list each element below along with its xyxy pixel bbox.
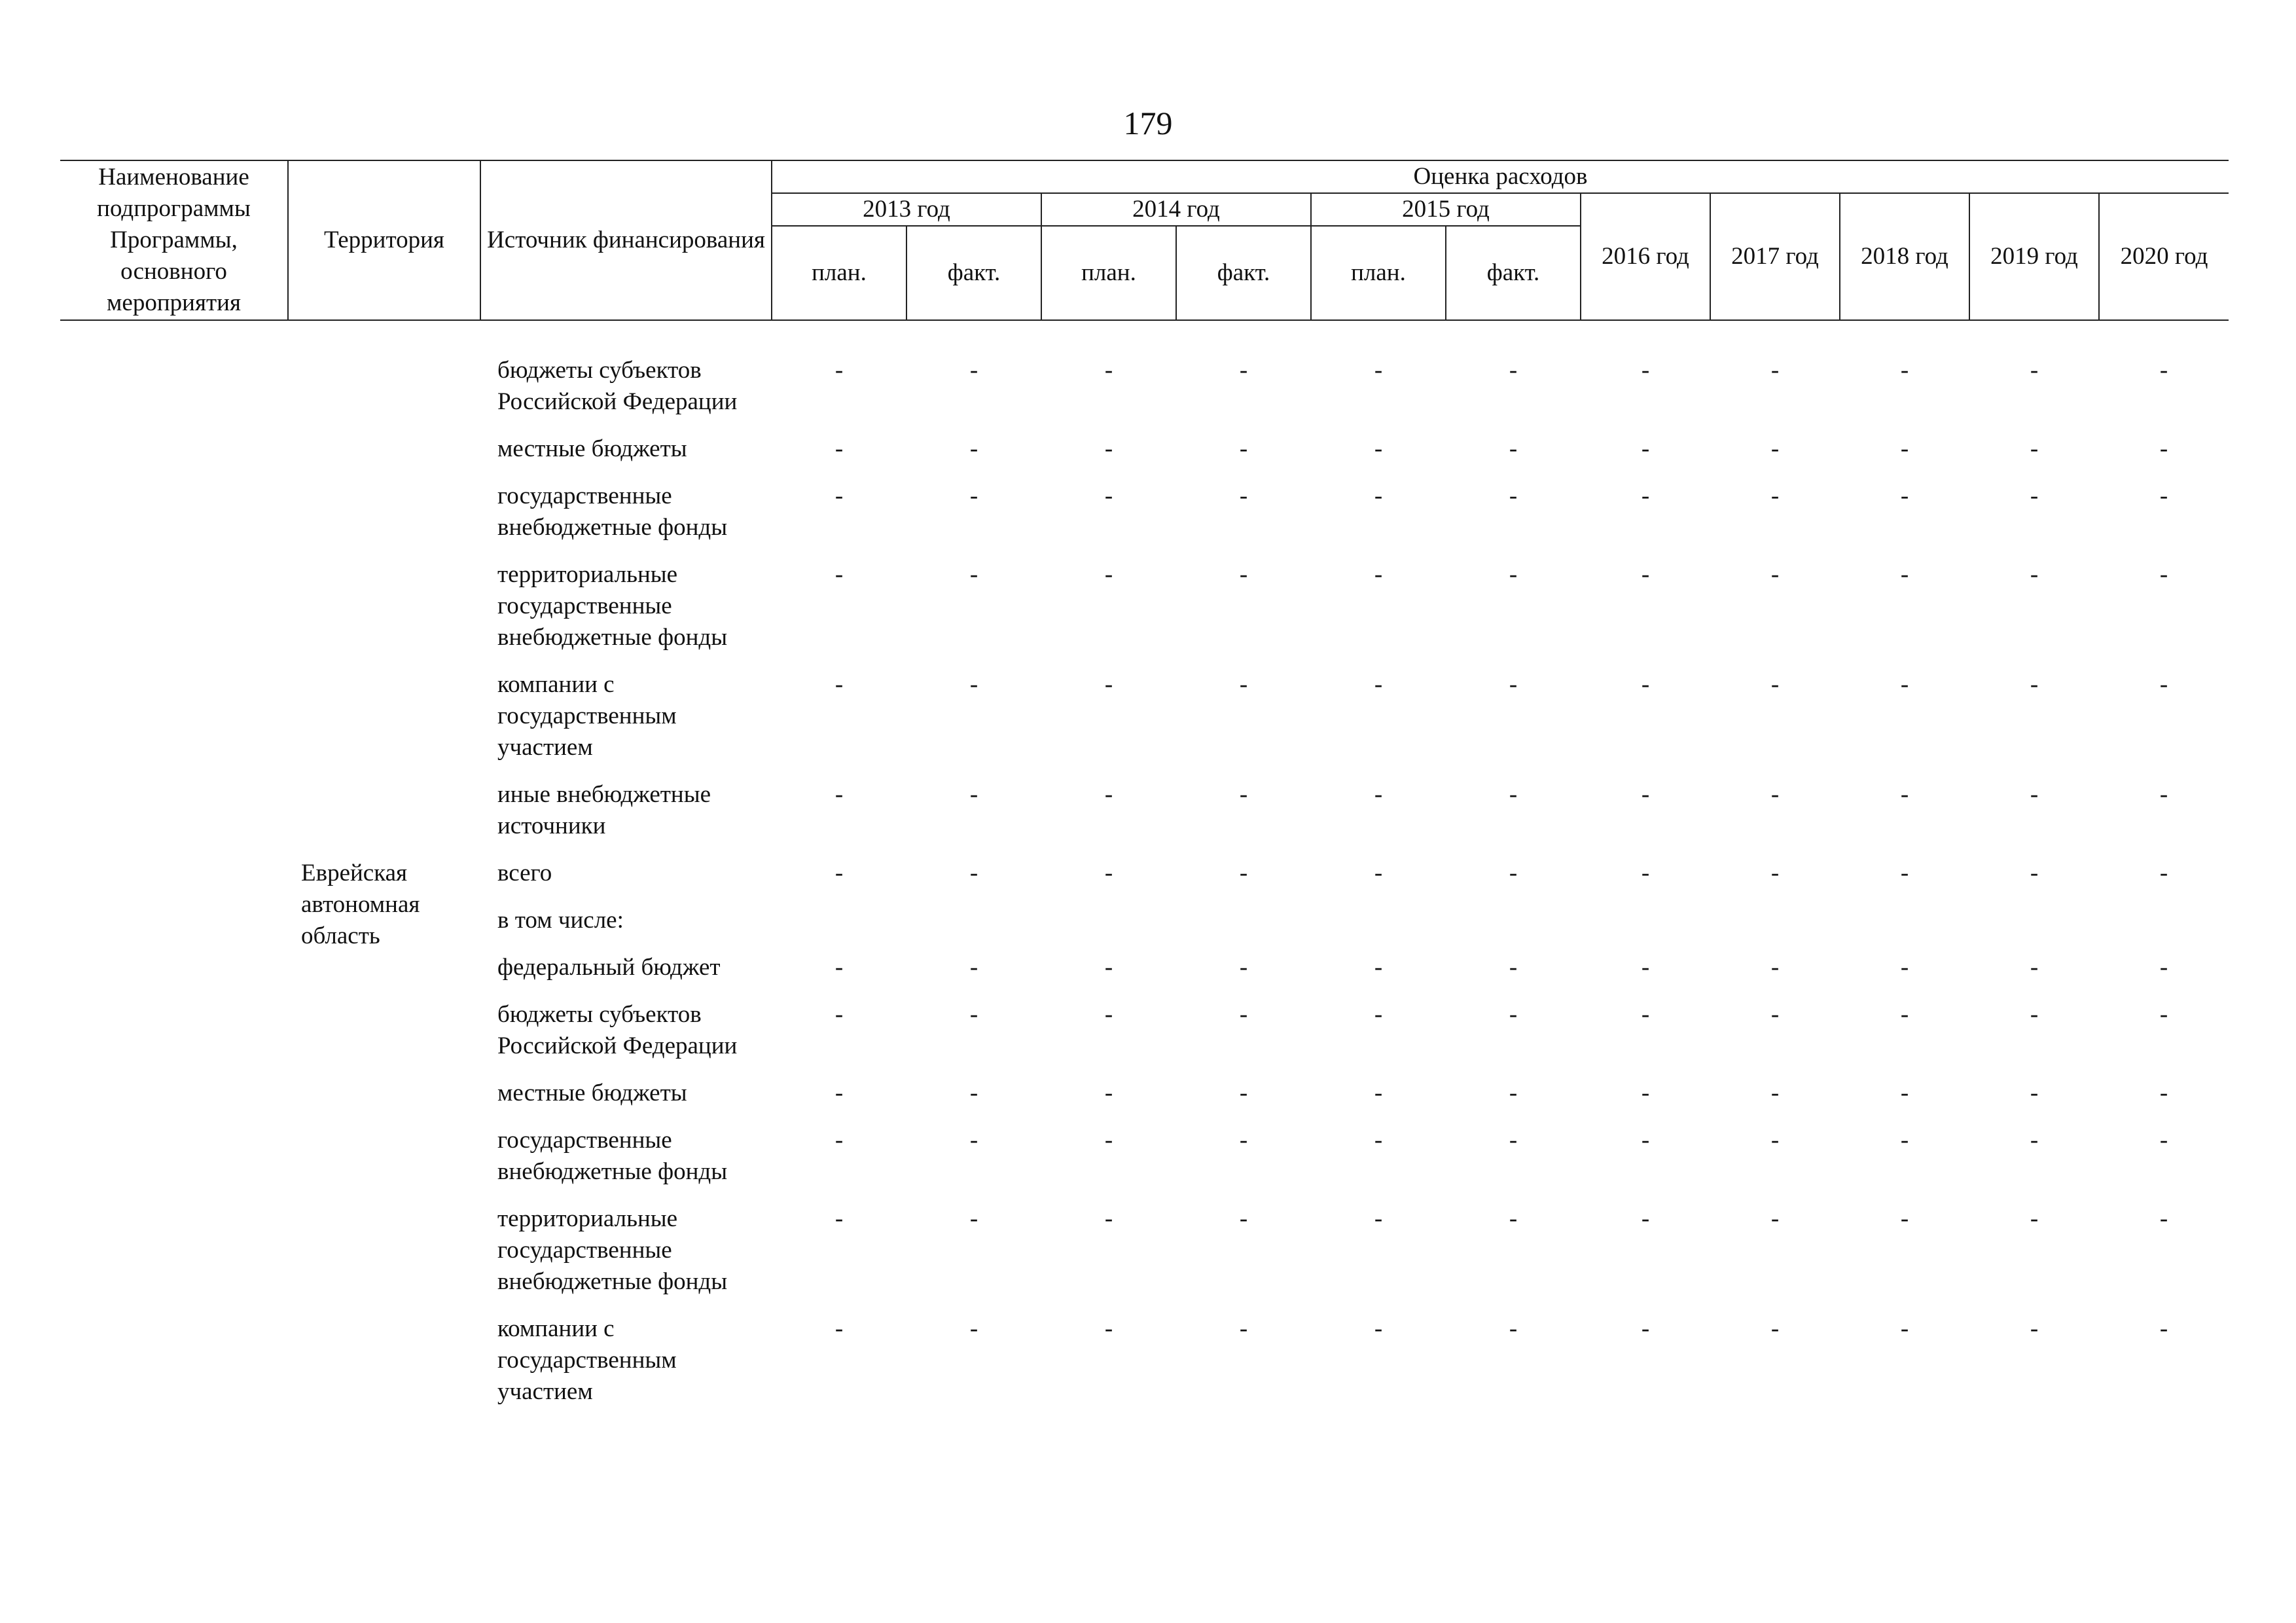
value-cell: - [969,860,978,886]
value-cell: - [1509,954,1518,981]
value-cell: - [1509,1001,1518,1028]
value-cell: - [969,1001,978,1028]
value-cell: - [1900,1080,1909,1106]
value-cell: - [1374,1127,1383,1154]
value-cell: - [1641,561,1650,588]
value-cell: - [969,435,978,462]
value-cell: - [1641,671,1650,698]
program-name-cell [60,952,288,999]
header-territory: Территория [288,160,480,320]
territory-cell [288,433,480,481]
value-cell: - [1104,561,1113,588]
value-cell: - [1770,1001,1780,1028]
value-cell: - [1770,1080,1780,1106]
value-cell: - [1374,671,1383,698]
value-cell: - [1641,1205,1650,1232]
value-cell: - [2159,1205,2168,1232]
value-cell: - [1509,1205,1518,1232]
value-cell: - [1900,1205,1909,1232]
value-cell: - [1900,1001,1909,1028]
value-cell: - [1239,561,1248,588]
table-row [60,481,2229,559]
budget-table [60,160,2229,1423]
value-cell: - [1509,671,1518,698]
value-cell: - [1374,483,1383,509]
value-cell: - [1509,1080,1518,1106]
value-cell: - [1239,860,1248,886]
table-row [60,669,2229,779]
value-cell: - [1239,483,1248,509]
value-cell: - [2030,671,2039,698]
value-cell [772,905,906,952]
value-cell: - [2030,954,2039,981]
value-cell: - [1509,860,1518,886]
value-cell: - [1104,860,1113,886]
value-cell: - [1239,671,1248,698]
value-cell: - [1239,1080,1248,1106]
funding-source-cell: территориальные государственные внебюджетные фонды [497,1205,728,1295]
header-year-2016: 2016 год [1581,193,1710,320]
value-cell: - [969,357,978,384]
value-cell: - [1239,1001,1248,1028]
program-name-cell [60,779,288,858]
funding-source-cell: местные бюджеты [497,1080,687,1106]
value-cell: - [1770,1205,1780,1232]
value-cell: - [1770,483,1780,509]
header-fact-2013: факт. [906,226,1041,320]
value-cell: - [1104,954,1113,981]
header-year-2020: 2020 год [2099,193,2229,320]
table-row [60,433,2229,481]
funding-source-cell: местные бюджеты [497,435,687,462]
program-name-cell [60,481,288,559]
value-cell: - [2030,1315,2039,1342]
header-program-name: Наименование подпрограммы Программы, основного мероприятия [60,160,288,320]
value-cell: - [1239,1127,1248,1154]
value-cell: - [1641,1001,1650,1028]
value-cell: - [1104,1080,1113,1106]
value-cell: - [834,1127,844,1154]
value-cell: - [1104,671,1113,698]
funding-source-cell: бюджеты субъектов Российской Федерации [497,1001,738,1059]
value-cell: - [2030,357,2039,384]
header-expense-estimate: Оценка расходов [772,160,2229,193]
value-cell: - [1770,860,1780,886]
value-cell: - [2159,1001,2168,1028]
value-cell: - [969,671,978,698]
value-cell [1041,905,1176,952]
table-body [60,320,2229,1423]
value-cell: - [1104,1205,1113,1232]
value-cell [1311,905,1446,952]
territory-cell: Еврейская автономная область [301,860,420,949]
header-year-2017: 2017 год [1710,193,1840,320]
value-cell: - [2159,1127,2168,1154]
funding-source-cell: компании с государственным участием [497,671,677,761]
value-cell: - [1374,860,1383,886]
value-cell: - [1374,1205,1383,1232]
value-cell: - [1239,954,1248,981]
value-cell: - [1900,561,1909,588]
header-plan-2015: план. [1311,226,1446,320]
territory-cell [288,669,480,779]
value-cell [1840,905,1969,952]
value-cell: - [1509,1127,1518,1154]
value-cell: - [2030,1080,2039,1106]
value-cell: - [2159,483,2168,509]
value-cell: - [834,1205,844,1232]
value-cell: - [969,1315,978,1342]
header-year-2018: 2018 год [1840,193,1969,320]
funding-source-cell: иные внебюджетные источники [497,781,711,839]
value-cell: - [1770,954,1780,981]
value-cell: - [1374,357,1383,384]
value-cell: - [1641,1315,1650,1342]
value-cell: - [1374,1315,1383,1342]
value-cell: - [1641,860,1650,886]
table-row [60,559,2229,669]
header-fact-2014: факт. [1176,226,1311,320]
value-cell: - [1374,781,1383,808]
value-cell: - [1900,781,1909,808]
table-header [60,160,2229,320]
program-name-cell [60,669,288,779]
header-year-2015: 2015 год [1311,193,1581,226]
header-year-2019: 2019 год [1969,193,2099,320]
value-cell: - [1104,483,1113,509]
value-cell: - [1374,561,1383,588]
territory-cell [288,779,480,858]
value-cell: - [1239,1315,1248,1342]
value-cell: - [2159,1315,2168,1342]
value-cell: - [2159,671,2168,698]
value-cell: - [1770,781,1780,808]
value-cell: - [2159,435,2168,462]
value-cell: - [2159,781,2168,808]
program-name-cell [60,1203,288,1313]
territory-cell [288,481,480,559]
value-cell: - [1770,1315,1780,1342]
value-cell: - [834,781,844,808]
value-cell: - [969,1205,978,1232]
value-cell: - [2030,781,2039,808]
value-cell: - [1900,860,1909,886]
value-cell: - [2159,1080,2168,1106]
program-name-cell [60,1313,288,1423]
value-cell: - [2030,435,2039,462]
value-cell: - [2159,954,2168,981]
value-cell: - [834,1315,844,1342]
value-cell: - [2030,1127,2039,1154]
value-cell: - [1900,483,1909,509]
value-cell: - [834,357,844,384]
page-number: 179 [1123,105,1173,141]
value-cell: - [834,435,844,462]
value-cell: - [1104,781,1113,808]
value-cell: - [1770,357,1780,384]
value-cell: - [1239,357,1248,384]
value-cell: - [2030,860,2039,886]
table-row [60,779,2229,858]
value-cell: - [2030,1205,2039,1232]
value-cell [1581,905,1710,952]
table-row [60,858,2229,905]
value-cell: - [1641,954,1650,981]
value-cell: - [1374,1080,1383,1106]
program-name-cell [60,433,288,481]
value-cell: - [1104,357,1113,384]
value-cell: - [1104,1001,1113,1028]
header-year-2013: 2013 год [772,193,1041,226]
header-year-2014: 2014 год [1041,193,1311,226]
value-cell: - [834,483,844,509]
funding-source-cell: территориальные государственные внебюджетные фонды [497,561,728,651]
program-name-cell [60,905,288,952]
value-cell: - [834,561,844,588]
value-cell: - [1104,1127,1113,1154]
value-cell: - [1509,781,1518,808]
value-cell: - [2159,357,2168,384]
value-cell [2099,905,2229,952]
funding-source-cell: в том числе: [497,907,624,934]
value-cell: - [2030,1001,2039,1028]
value-cell: - [1641,483,1650,509]
value-cell: - [1641,1080,1650,1106]
value-cell: - [1374,954,1383,981]
value-cell: - [1770,561,1780,588]
value-cell: - [1641,435,1650,462]
value-cell: - [834,1080,844,1106]
value-cell: - [1770,1127,1780,1154]
value-cell: - [834,860,844,886]
territory-cell [288,559,480,669]
program-name-cell [60,355,288,433]
program-name-cell [60,1125,288,1203]
program-name-cell [60,1078,288,1125]
value-cell [1176,905,1311,952]
value-cell: - [1239,435,1248,462]
value-cell: - [2159,860,2168,886]
value-cell: - [2030,561,2039,588]
table-row [60,355,2229,433]
value-cell: - [1641,781,1650,808]
value-cell: - [834,954,844,981]
value-cell: - [1374,435,1383,462]
value-cell: - [1900,357,1909,384]
value-cell: - [1900,954,1909,981]
value-cell: - [969,1127,978,1154]
value-cell: - [1374,1001,1383,1028]
header-fact-2015: факт. [1446,226,1581,320]
value-cell: - [1104,1315,1113,1342]
value-cell [906,905,1041,952]
value-cell: - [1900,435,1909,462]
header-plan-2014: план. [1041,226,1176,320]
value-cell: - [1641,357,1650,384]
value-cell: - [1900,1127,1909,1154]
value-cell: - [1509,561,1518,588]
value-cell: - [1509,435,1518,462]
value-cell: - [1770,671,1780,698]
value-cell: - [2030,483,2039,509]
value-cell: - [969,781,978,808]
value-cell: - [1641,1127,1650,1154]
header-funding-source: Источник финансирования [480,160,772,320]
header-plan-2013: план. [772,226,906,320]
value-cell: - [969,561,978,588]
value-cell: - [834,1001,844,1028]
program-name-cell [60,559,288,669]
program-name-cell [60,858,288,905]
value-cell: - [1770,435,1780,462]
program-name-cell [60,999,288,1078]
value-cell: - [834,671,844,698]
value-cell: - [1239,781,1248,808]
value-cell: - [1900,1315,1909,1342]
value-cell [1710,905,1840,952]
value-cell [1446,905,1581,952]
value-cell: - [1104,435,1113,462]
value-cell: - [1509,1315,1518,1342]
value-cell: - [1509,483,1518,509]
funding-source-cell: бюджеты субъектов Российской Федерации [497,357,738,415]
territory-cell [288,355,480,433]
value-cell: - [1239,1205,1248,1232]
value-cell: - [1900,671,1909,698]
funding-source-cell: всего [497,860,552,886]
funding-source-cell: государственные внебюджетные фонды [497,1127,728,1185]
funding-source-cell: государственные внебюджетные фонды [497,483,728,541]
value-cell: - [1509,357,1518,384]
value-cell: - [969,483,978,509]
funding-source-cell: федеральный бюджет [497,954,721,981]
funding-source-cell: компании с государственным участием [497,1315,677,1405]
value-cell: - [969,1080,978,1106]
value-cell [1969,905,2099,952]
value-cell: - [2159,561,2168,588]
value-cell: - [969,954,978,981]
